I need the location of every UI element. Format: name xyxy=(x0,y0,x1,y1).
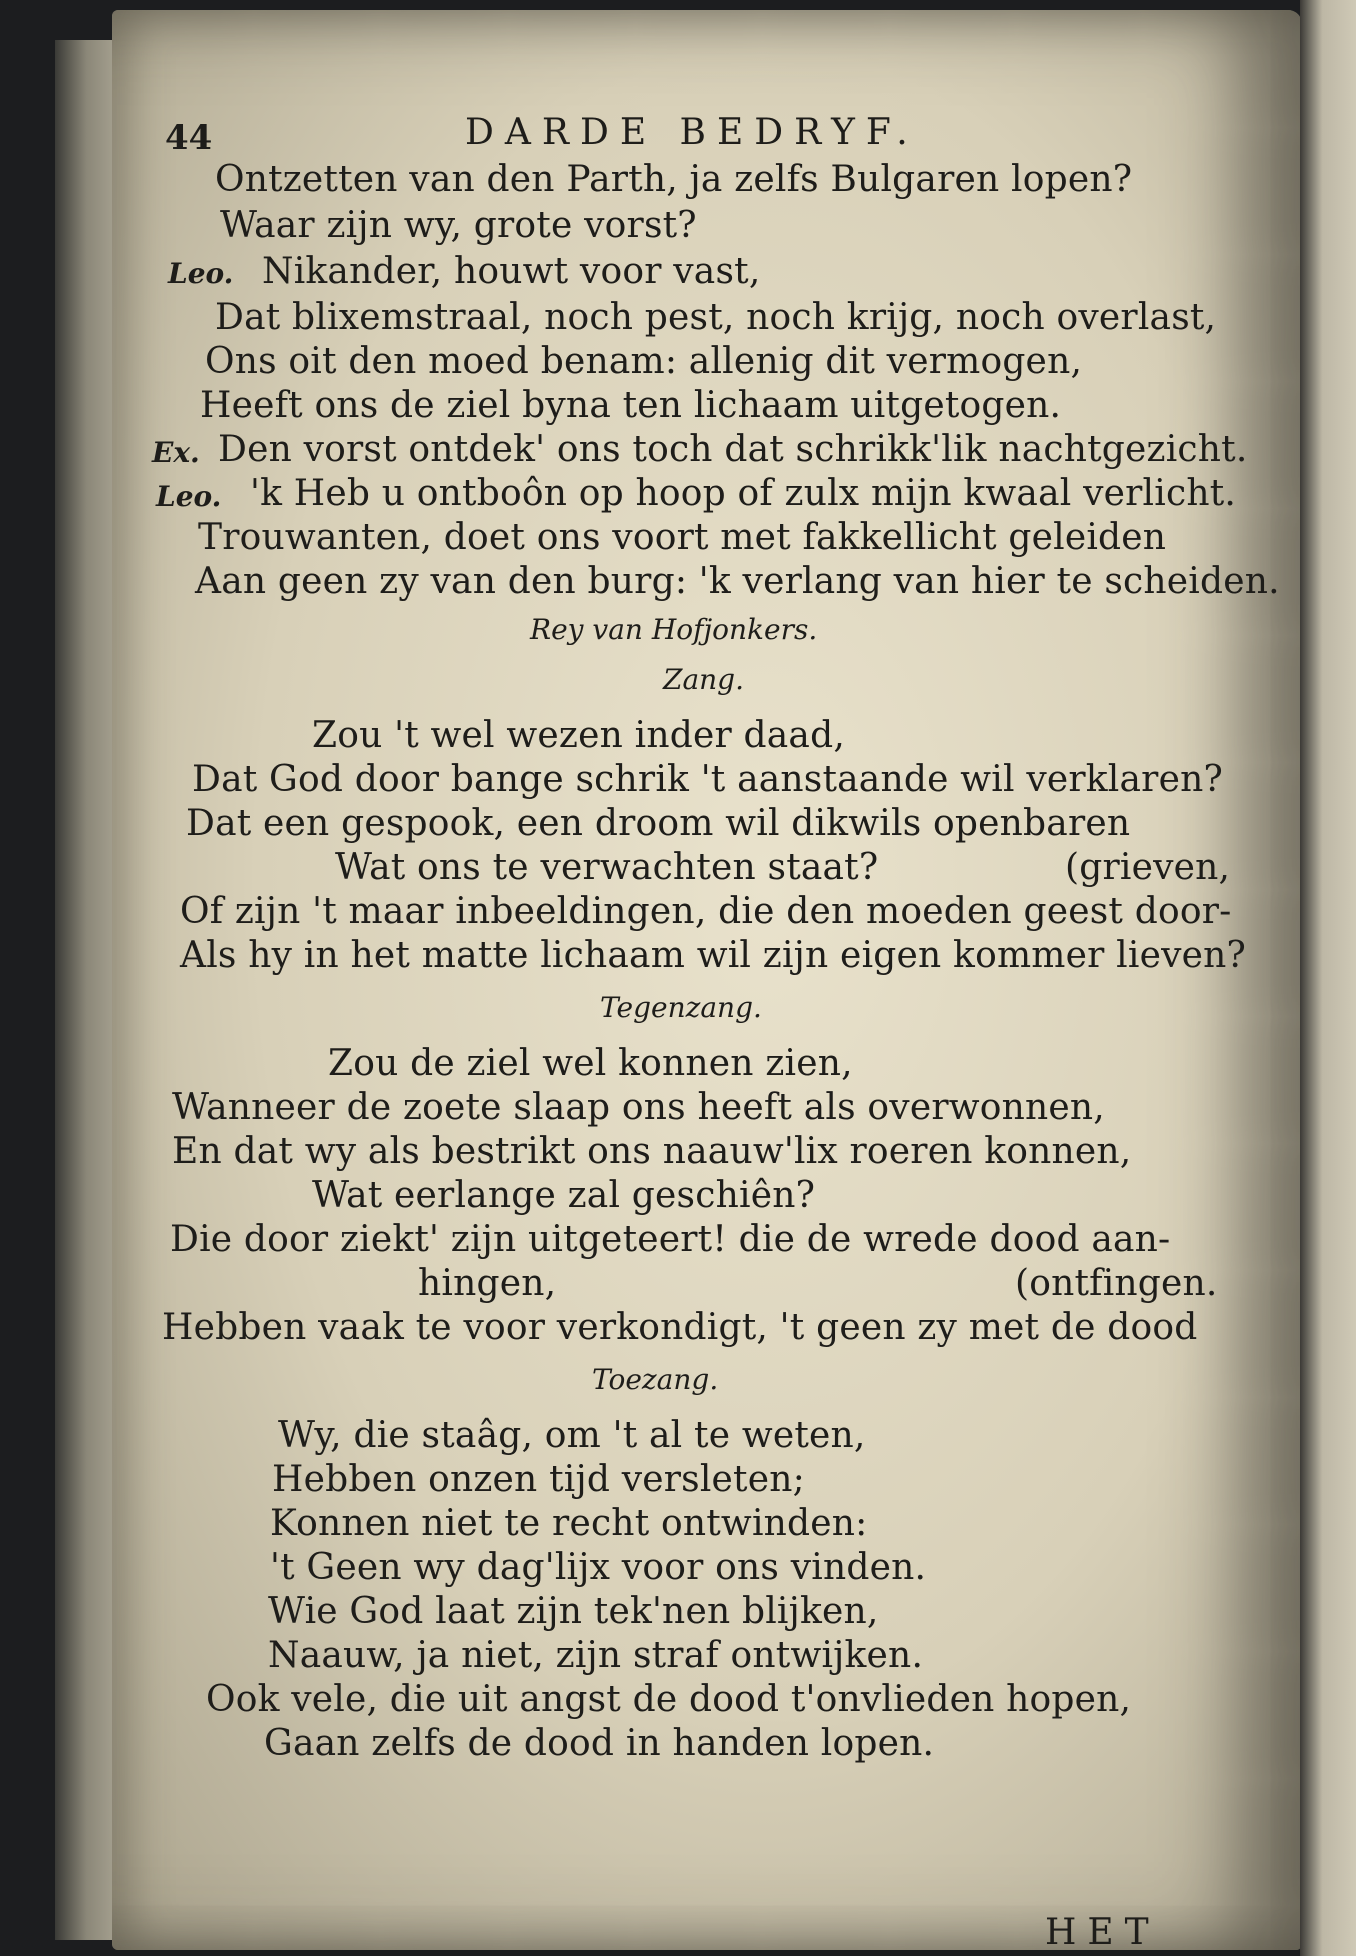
page-number: 44 xyxy=(165,118,213,158)
verse-line: Trouwanten, doet ons voort met fakkellicht geleiden xyxy=(198,517,1167,558)
verse-line: Als hy in het matte lichaam wil zijn eigen kommer lieven? xyxy=(180,935,1247,976)
running-head: DARDE BEDRYF. xyxy=(465,112,919,153)
verse-line: Hebben vaak te voor verkondigt, 't geen zy met de dood xyxy=(162,1307,1198,1348)
speaker-label: Leo. xyxy=(156,480,222,513)
verse-line: Den vorst ontdek' ons toch dat schrikk'lik nachtgezicht. xyxy=(218,429,1248,470)
verse-line-overflow: (grieven, xyxy=(1065,847,1231,888)
speaker-label: Ex. xyxy=(152,436,200,469)
speaker-label: Leo. xyxy=(168,257,234,290)
verse-line: Ontzetten van den Parth, ja zelfs Bulgaren lopen? xyxy=(215,159,1133,200)
catchword: HET xyxy=(1045,1912,1160,1953)
verse-line: Zou de ziel wel konnen zien, xyxy=(328,1043,853,1084)
verse-line: Heeft ons de ziel byna ten lichaam uitgetogen. xyxy=(200,385,1062,426)
verse-line: Aan geen zy van den burg: 'k verlang van hier te scheiden. xyxy=(195,561,1280,602)
verse-line: Zou 't wel wezen inder daad, xyxy=(312,715,845,756)
verse-line: Ons oit den moed benam: allenig dit vermogen, xyxy=(205,341,1083,382)
verse-line: Die door ziekt' zijn uitgeteert! die de wrede dood aan- xyxy=(170,1219,1171,1260)
verse-line: Wat eerlange zal geschiên? xyxy=(312,1175,816,1216)
verse-line: Of zijn 't maar inbeeldingen, die den moeden geest door- xyxy=(180,891,1232,932)
verse-line: 't Geen wy dag'lijx voor ons vinden. xyxy=(270,1547,927,1588)
verse-line: Dat blixemstraal, noch pest, noch krijg, noch overlast, xyxy=(215,297,1217,338)
verse-line: Waar zijn wy, grote vorst? xyxy=(220,205,697,246)
verse-line: Wanneer de zoete slaap ons heeft als overwonnen, xyxy=(172,1087,1105,1128)
verse-line: Hebben onzen tijd versleten; xyxy=(272,1459,805,1500)
verse-line: Nikander, houwt voor vast, xyxy=(262,251,761,292)
chorus-title: Rey van Hofjonkers. xyxy=(530,613,818,646)
section-title-tegenzang: Tegenzang. xyxy=(600,991,762,1024)
verse-line: Wat ons te verwachten staat? xyxy=(335,847,879,888)
verse-line: Dat een gespook, een droom wil dikwils openbaren xyxy=(186,803,1131,844)
verse-line: Naauw, ja niet, zijn straf ontwijken. xyxy=(268,1635,924,1676)
verse-line: Gaan zelfs de dood in handen lopen. xyxy=(264,1723,935,1764)
verse-line: Dat God door bange schrik 't aanstaande wil verklaren? xyxy=(192,759,1223,800)
verse-line: Konnen niet te recht ontwinden: xyxy=(270,1503,868,1544)
verse-line: Wy, die staâg, om 't al te weten, xyxy=(278,1415,866,1456)
verse-line: Wie God laat zijn tek'nen blijken, xyxy=(268,1591,879,1632)
verse-line: 'k Heb u ontboôn op hoop of zulx mijn kwaal verlicht. xyxy=(250,473,1237,514)
section-title-zang: Zang. xyxy=(663,663,745,696)
verse-line: En dat wy als bestrikt ons naauw'lix roeren konnen, xyxy=(172,1131,1132,1172)
verse-line: Ook vele, die uit angst de dood t'onvlieden hopen, xyxy=(206,1679,1132,1720)
section-title-toezang: Toezang. xyxy=(592,1363,719,1396)
verse-line-overflow: (ontfingen. xyxy=(1015,1263,1218,1304)
facing-page-edge xyxy=(1300,0,1356,1956)
verse-line: hingen, xyxy=(418,1263,557,1304)
